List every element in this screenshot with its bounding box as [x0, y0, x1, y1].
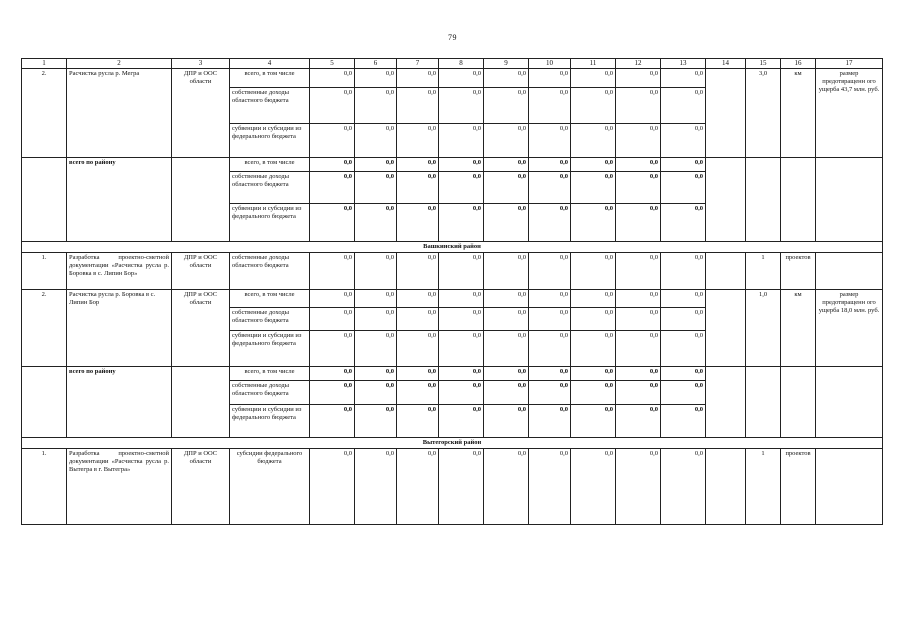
executor: ДПР и ООС области [172, 289, 230, 366]
value-cell: 0,0 [439, 203, 484, 241]
value-cell: 0,0 [484, 157, 529, 171]
value-cell: 0,0 [616, 289, 661, 307]
value-cell: 0,0 [439, 171, 484, 203]
column-number: 13 [661, 59, 706, 69]
column-number: 14 [706, 59, 746, 69]
value-cell: 0,0 [529, 449, 571, 525]
value-cell: 0,0 [439, 366, 484, 380]
executor: ДПР и ООС области [172, 449, 230, 525]
value-cell: 0,0 [355, 68, 397, 87]
value-cell: 0,0 [661, 449, 706, 525]
empty-cell [781, 157, 816, 241]
column-number: 12 [616, 59, 661, 69]
value-cell: 0,0 [571, 380, 616, 404]
value-cell: 0,0 [355, 171, 397, 203]
value-cell: 0,0 [310, 123, 355, 157]
value-cell: 0,0 [310, 366, 355, 380]
empty-cell [22, 157, 67, 241]
value-cell: 0,0 [355, 157, 397, 171]
value-cell: 0,0 [571, 404, 616, 437]
empty-cell [816, 252, 883, 289]
funding-source: субвенции и субсидии из федерального бюджета [230, 404, 310, 437]
value-cell: 0,0 [355, 289, 397, 307]
column-number: 5 [310, 59, 355, 69]
value-cell: 0,0 [616, 87, 661, 123]
value-cell: 0,0 [571, 252, 616, 289]
row-number: 2. [22, 68, 67, 157]
note: размер предотвращенн ого ущерба 18,0 млн. руб. [816, 289, 883, 366]
funding-source: всего, в том числе [230, 68, 310, 87]
value-cell: 0,0 [616, 380, 661, 404]
section-row [22, 241, 883, 252]
value-cell: 0,0 [484, 203, 529, 241]
column-number: 10 [529, 59, 571, 69]
value-cell: 0,0 [661, 330, 706, 366]
value-cell: 0,0 [529, 87, 571, 123]
empty-cell [816, 366, 883, 437]
unit: проектов [781, 449, 816, 525]
value-cell: 0,0 [661, 307, 706, 330]
value-cell: 0,0 [397, 404, 439, 437]
value-cell: 0,0 [484, 330, 529, 366]
value-cell: 0,0 [616, 68, 661, 87]
value-cell: 0,0 [439, 87, 484, 123]
value-cell: 0,0 [529, 157, 571, 171]
value-cell: 0,0 [616, 252, 661, 289]
row-number: 1. [22, 252, 67, 289]
column-number: 11 [571, 59, 616, 69]
value-cell: 0,0 [310, 404, 355, 437]
section-row [22, 437, 883, 448]
header-row [22, 59, 883, 69]
value-cell: 0,0 [571, 289, 616, 307]
quantity: 3,0 [746, 68, 781, 157]
value-cell: 0,0 [571, 449, 616, 525]
unit: км [781, 68, 816, 157]
value-cell: 0,0 [355, 203, 397, 241]
table-row [22, 449, 883, 525]
value-cell: 0,0 [355, 330, 397, 366]
value-cell: 0,0 [616, 404, 661, 437]
value-cell: 0,0 [310, 380, 355, 404]
funding-source: собственные доходы областного бюджета [230, 307, 310, 330]
empty-cell [746, 366, 781, 437]
value-cell: 0,0 [484, 171, 529, 203]
value-cell: 0,0 [355, 380, 397, 404]
value-cell: 0,0 [310, 289, 355, 307]
funding-source: собственные доходы областного бюджета [230, 252, 310, 289]
table-row [22, 366, 883, 380]
value-cell: 0,0 [571, 366, 616, 380]
value-cell: 0,0 [397, 123, 439, 157]
value-cell: 0,0 [529, 171, 571, 203]
value-cell: 0,0 [310, 307, 355, 330]
executor: ДПР и ООС области [172, 252, 230, 289]
value-cell: 0,0 [355, 123, 397, 157]
value-cell: 0,0 [355, 404, 397, 437]
unit: проектов [781, 252, 816, 289]
funding-source: субвенции и субсидии из федерального бюджета [230, 330, 310, 366]
value-cell: 0,0 [439, 68, 484, 87]
value-cell: 0,0 [397, 157, 439, 171]
district-total-label: всего по району [67, 157, 172, 241]
row-number: 1. [22, 449, 67, 525]
column-number: 4 [230, 59, 310, 69]
value-cell: 0,0 [571, 203, 616, 241]
funding-source: всего, в том числе [230, 157, 310, 171]
value-cell: 0,0 [355, 252, 397, 289]
value-cell: 0,0 [439, 307, 484, 330]
value-cell: 0,0 [397, 380, 439, 404]
value-cell: 0,0 [616, 171, 661, 203]
value-cell: 0,0 [310, 68, 355, 87]
value-cell: 0,0 [616, 307, 661, 330]
value-cell: 0,0 [484, 123, 529, 157]
empty-cell [172, 157, 230, 241]
empty-cell [706, 68, 746, 157]
value-cell: 0,0 [439, 380, 484, 404]
table-row [22, 68, 883, 87]
value-cell: 0,0 [310, 449, 355, 525]
value-cell: 0,0 [661, 87, 706, 123]
value-cell: 0,0 [397, 449, 439, 525]
empty-cell [706, 252, 746, 289]
empty-cell [781, 366, 816, 437]
section-title: Вашкинский район [22, 241, 883, 252]
value-cell: 0,0 [529, 123, 571, 157]
value-cell: 0,0 [616, 330, 661, 366]
row-number: 2. [22, 289, 67, 366]
value-cell: 0,0 [484, 380, 529, 404]
value-cell: 0,0 [661, 203, 706, 241]
value-cell: 0,0 [484, 366, 529, 380]
value-cell: 0,0 [397, 366, 439, 380]
executor: ДПР и ООС области [172, 68, 230, 157]
value-cell: 0,0 [529, 307, 571, 330]
value-cell: 0,0 [661, 404, 706, 437]
value-cell: 0,0 [397, 171, 439, 203]
page-number: 79 [448, 33, 457, 42]
column-number: 9 [484, 59, 529, 69]
value-cell: 0,0 [439, 330, 484, 366]
value-cell: 0,0 [529, 366, 571, 380]
quantity: 1,0 [746, 289, 781, 366]
empty-cell [816, 157, 883, 241]
value-cell: 0,0 [529, 252, 571, 289]
value-cell: 0,0 [439, 449, 484, 525]
value-cell: 0,0 [355, 449, 397, 525]
value-cell: 0,0 [310, 87, 355, 123]
value-cell: 0,0 [529, 203, 571, 241]
district-total-label: всего по району [67, 366, 172, 437]
funding-source: субсидии федерального бюджета [230, 449, 310, 525]
value-cell: 0,0 [355, 87, 397, 123]
value-cell: 0,0 [439, 289, 484, 307]
value-cell: 0,0 [661, 380, 706, 404]
value-cell: 0,0 [571, 68, 616, 87]
value-cell: 0,0 [439, 252, 484, 289]
value-cell: 0,0 [397, 68, 439, 87]
value-cell: 0,0 [397, 203, 439, 241]
value-cell: 0,0 [661, 157, 706, 171]
value-cell: 0,0 [661, 366, 706, 380]
unit: км [781, 289, 816, 366]
value-cell: 0,0 [484, 289, 529, 307]
value-cell: 0,0 [616, 366, 661, 380]
quantity: 1 [746, 449, 781, 525]
value-cell: 0,0 [355, 307, 397, 330]
measure-name: Разработка проектно-сметной документации «Расчистка русла р. Вытегра в г. Вытегра» [67, 449, 172, 525]
table-row [22, 289, 883, 307]
value-cell: 0,0 [484, 68, 529, 87]
table-row [22, 157, 883, 171]
value-cell: 0,0 [616, 123, 661, 157]
empty-cell [172, 366, 230, 437]
value-cell: 0,0 [397, 330, 439, 366]
measure-name: Расчистка русла р. Мегра [67, 68, 172, 157]
column-number: 16 [781, 59, 816, 69]
column-number: 3 [172, 59, 230, 69]
value-cell: 0,0 [571, 330, 616, 366]
column-number: 7 [397, 59, 439, 69]
value-cell: 0,0 [484, 87, 529, 123]
value-cell: 0,0 [616, 449, 661, 525]
value-cell: 0,0 [661, 68, 706, 87]
note: размер предотвращенн ого ущерба 43,7 млн. руб. [816, 68, 883, 157]
value-cell: 0,0 [529, 68, 571, 87]
column-number: 6 [355, 59, 397, 69]
value-cell: 0,0 [484, 307, 529, 330]
value-cell: 0,0 [310, 203, 355, 241]
value-cell: 0,0 [571, 123, 616, 157]
budget-table [21, 58, 883, 525]
empty-cell [22, 366, 67, 437]
value-cell: 0,0 [439, 404, 484, 437]
value-cell: 0,0 [397, 252, 439, 289]
value-cell: 0,0 [571, 87, 616, 123]
value-cell: 0,0 [397, 87, 439, 123]
value-cell: 0,0 [571, 171, 616, 203]
funding-source: всего, в том числе [230, 289, 310, 307]
empty-cell [706, 157, 746, 241]
value-cell: 0,0 [439, 123, 484, 157]
measure-name: Разработка проектно-сметной документации «Расчистка русла р. Боровка в с. Липин Бор» [67, 252, 172, 289]
column-number: 2 [67, 59, 172, 69]
section-title: Вытегорский район [22, 437, 883, 448]
value-cell: 0,0 [310, 157, 355, 171]
value-cell: 0,0 [529, 330, 571, 366]
funding-source: субвенции и субсидии из федерального бюджета [230, 123, 310, 157]
column-number: 17 [816, 59, 883, 69]
table-row [22, 252, 883, 289]
column-number: 15 [746, 59, 781, 69]
empty-cell [706, 366, 746, 437]
value-cell: 0,0 [484, 449, 529, 525]
empty-cell [706, 449, 746, 525]
empty-cell [816, 449, 883, 525]
column-number: 8 [439, 59, 484, 69]
quantity: 1 [746, 252, 781, 289]
value-cell: 0,0 [616, 203, 661, 241]
funding-source: всего, в том числе [230, 366, 310, 380]
empty-cell [746, 157, 781, 241]
funding-source: собственные доходы областного бюджета [230, 171, 310, 203]
value-cell: 0,0 [529, 404, 571, 437]
value-cell: 0,0 [616, 157, 661, 171]
value-cell: 0,0 [397, 289, 439, 307]
value-cell: 0,0 [310, 252, 355, 289]
value-cell: 0,0 [355, 366, 397, 380]
value-cell: 0,0 [484, 404, 529, 437]
value-cell: 0,0 [397, 307, 439, 330]
funding-source: собственные доходы областного бюджета [230, 380, 310, 404]
value-cell: 0,0 [571, 157, 616, 171]
empty-cell [706, 289, 746, 366]
value-cell: 0,0 [529, 289, 571, 307]
funding-source: субвенции и субсидии из федерального бюджета [230, 203, 310, 241]
value-cell: 0,0 [661, 289, 706, 307]
value-cell: 0,0 [529, 380, 571, 404]
value-cell: 0,0 [661, 252, 706, 289]
value-cell: 0,0 [571, 307, 616, 330]
value-cell: 0,0 [310, 330, 355, 366]
value-cell: 0,0 [484, 252, 529, 289]
value-cell: 0,0 [439, 157, 484, 171]
measure-name: Расчистка русла р. Боровка в с. Липин Бор [67, 289, 172, 366]
column-number: 1 [22, 59, 67, 69]
funding-source: собственные доходы областного бюджета [230, 87, 310, 123]
value-cell: 0,0 [310, 171, 355, 203]
value-cell: 0,0 [661, 123, 706, 157]
value-cell: 0,0 [661, 171, 706, 203]
